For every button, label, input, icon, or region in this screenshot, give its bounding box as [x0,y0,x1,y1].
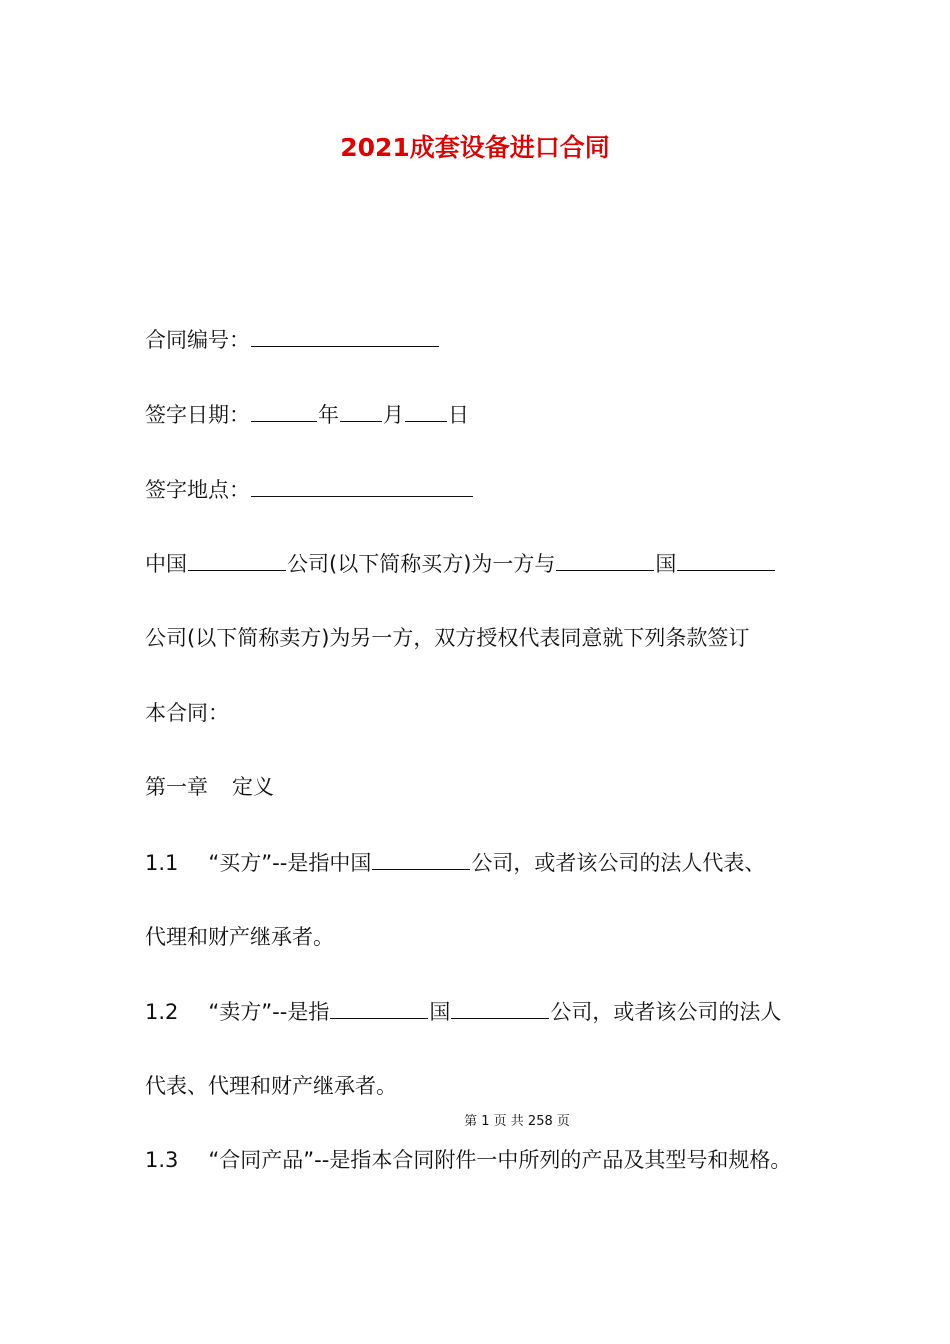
seller-country-blank-2 [330,996,428,1019]
clause-text: “卖方”--是指 [208,1000,330,1024]
clause-text: 公司，或者该公司的法人代表、 [471,851,766,875]
sign-place-line [145,474,815,505]
clause-1-2 [145,996,815,1027]
clause-text: 代理和财产继承者。 [145,925,334,949]
text-contract-intro: 本合同： [145,701,229,725]
month-label: 月 [383,403,404,427]
day-label: 日 [448,403,469,427]
clause-text: 公司，或者该公司的法人 [550,1000,782,1024]
clause-1-1 [145,847,815,878]
text-seller-def: 公司(以下简称卖方)为另一方，双方授权代表同意就下列条款签订 [145,626,750,650]
text-buyer-def: 公司(以下简称买方)为一方与 [287,552,556,576]
text-country: 国 [655,552,677,576]
month-blank [340,399,382,422]
clause-number: 1.3 [145,1148,179,1172]
seller-company-blank [677,548,775,571]
clause-text: “合同产品”--是指本合同附件一中所列的产品及其型号和规格。 [208,1148,792,1172]
paragraph-parties-line3 [145,698,815,728]
page-footer: 第 1 页 共 258 页 [464,1114,570,1129]
buyer-company-blank-2 [372,847,470,870]
buyer-company-blank [188,548,286,571]
sign-date-line [145,399,815,430]
sign-date-label: 签字日期： [145,403,250,427]
clause-number: 1.1 [145,851,179,875]
sign-place-blank [251,474,473,497]
contract-number-line [145,324,815,355]
seller-country-blank [556,548,654,571]
contract-number-blank [251,324,439,347]
clause-text: 代表、代理和财产继承者。 [145,1074,397,1098]
day-blank [405,399,447,422]
chapter-heading [145,772,815,802]
clause-text: “买方”--是指中国 [208,851,372,875]
chapter-title: 定义 [232,775,274,799]
clause-1-1-cont [145,922,815,952]
contract-number-label: 合同编号： [145,328,250,352]
clause-1-3 [145,1145,815,1175]
text-china: 中国 [145,552,187,576]
clause-1-2-cont [145,1071,815,1101]
paragraph-parties-line1 [145,548,815,579]
sign-place-label: 签字地点： [145,478,250,502]
clause-text: 国 [429,1000,451,1024]
seller-company-blank-2 [451,996,549,1019]
chapter-number: 第一章 [145,775,208,799]
paragraph-parties-line2 [145,623,815,653]
year-label: 年 [318,403,339,427]
year-blank [251,399,317,422]
clause-number: 1.2 [145,1000,179,1024]
document-title: 2021成套设备进口合同 [340,133,610,162]
